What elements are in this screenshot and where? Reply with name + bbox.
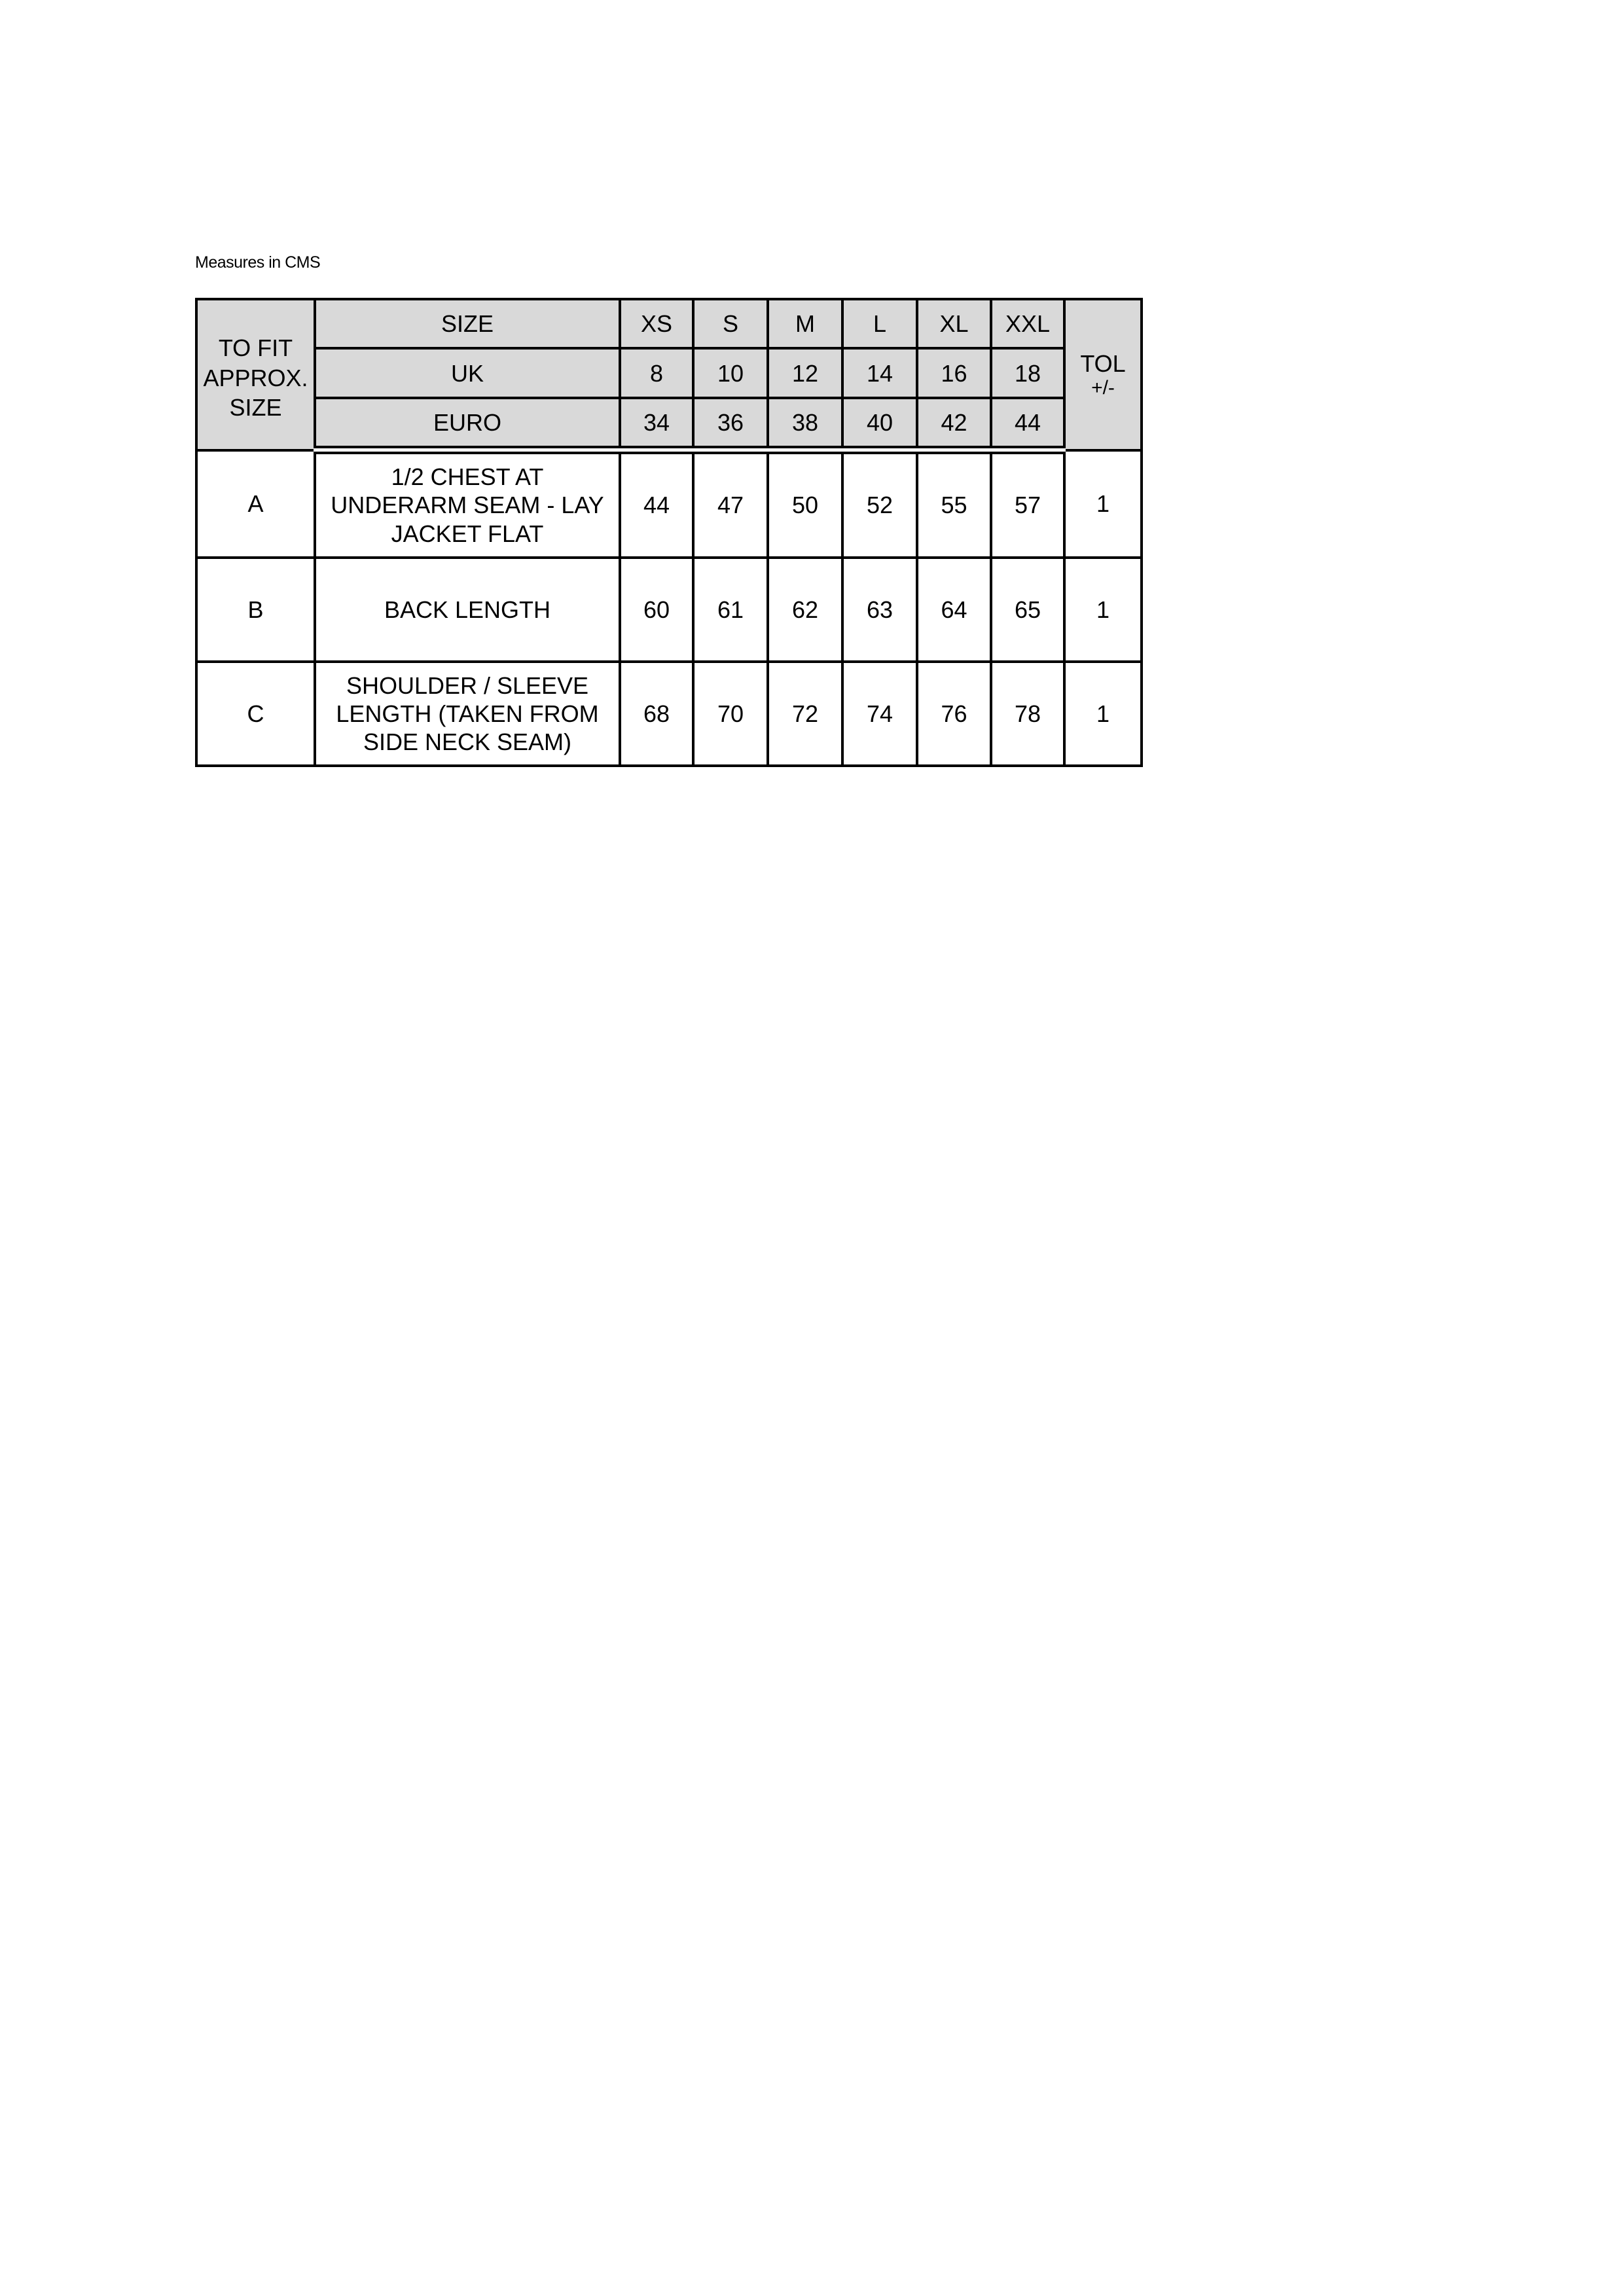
measures-caption: Measures in CMS	[195, 253, 321, 272]
header-row-euro	[196, 398, 1142, 450]
uk-xs: 8	[620, 348, 693, 397]
size-xl: XL	[917, 299, 991, 348]
description-line: UNDERARM SEAM - LAY	[331, 492, 604, 519]
measurement-code: A	[196, 450, 315, 558]
size-chart-table	[195, 298, 1143, 767]
tolerance-value: 1	[1064, 450, 1142, 558]
measurement-row-c	[196, 662, 1142, 766]
description-line: LENGTH (TAKEN FROM	[336, 700, 599, 727]
value-m: 50	[768, 450, 842, 558]
euro-xs: 34	[620, 398, 693, 450]
uk-label: UK	[315, 348, 620, 397]
header-row-size	[196, 299, 1142, 348]
value-xs: 60	[620, 558, 693, 662]
description-line: 1/2 CHEST AT	[391, 463, 544, 491]
value-xl: 76	[917, 662, 991, 766]
description-line: SHOULDER / SLEEVE	[346, 672, 589, 699]
description-line: JACKET FLAT	[391, 520, 544, 547]
measurement-description	[315, 558, 620, 662]
description-line: BACK LENGTH	[384, 596, 551, 623]
euro-s: 36	[693, 398, 768, 450]
tolerance-value: 1	[1064, 662, 1142, 766]
to-fit-line-3: SIZE	[229, 394, 282, 422]
value-m: 72	[768, 662, 842, 766]
value-l: 52	[842, 450, 917, 558]
measurement-code: B	[196, 558, 315, 662]
value-xl: 55	[917, 450, 991, 558]
uk-xl: 16	[917, 348, 991, 397]
to-fit-approx-size-cell	[196, 299, 315, 450]
uk-m: 12	[768, 348, 842, 397]
euro-m: 38	[768, 398, 842, 450]
euro-label: EURO	[315, 398, 620, 450]
header-row-uk	[196, 348, 1142, 397]
description-line: SIDE NECK SEAM)	[363, 728, 572, 755]
value-xxl: 78	[991, 662, 1064, 766]
measurement-code: C	[196, 662, 315, 766]
tolerance-header-cell	[1064, 299, 1142, 450]
measurement-description	[315, 662, 620, 766]
tolerance-value: 1	[1064, 558, 1142, 662]
value-l: 63	[842, 558, 917, 662]
value-m: 62	[768, 558, 842, 662]
tol-label: TOL	[1080, 350, 1126, 378]
value-xs: 44	[620, 450, 693, 558]
size-m: M	[768, 299, 842, 348]
size-xs: XS	[620, 299, 693, 348]
euro-xxl: 44	[991, 398, 1064, 450]
value-xl: 64	[917, 558, 991, 662]
measurement-row-b	[196, 558, 1142, 662]
measurement-row-a	[196, 450, 1142, 558]
size-s: S	[693, 299, 768, 348]
size-label: SIZE	[315, 299, 620, 348]
value-xxl: 65	[991, 558, 1064, 662]
measurement-description	[315, 450, 620, 558]
value-xs: 68	[620, 662, 693, 766]
uk-s: 10	[693, 348, 768, 397]
size-l: L	[842, 299, 917, 348]
euro-xl: 42	[917, 398, 991, 450]
value-s: 47	[693, 450, 768, 558]
euro-l: 40	[842, 398, 917, 450]
value-s: 61	[693, 558, 768, 662]
uk-l: 14	[842, 348, 917, 397]
to-fit-line-1: TO FIT	[218, 334, 293, 361]
to-fit-line-2: APPROX.	[203, 364, 308, 391]
value-xxl: 57	[991, 450, 1064, 558]
value-l: 74	[842, 662, 917, 766]
uk-xxl: 18	[991, 348, 1064, 397]
value-s: 70	[693, 662, 768, 766]
tol-plus-minus: +/-	[1091, 376, 1115, 399]
size-xxl: XXL	[991, 299, 1064, 348]
